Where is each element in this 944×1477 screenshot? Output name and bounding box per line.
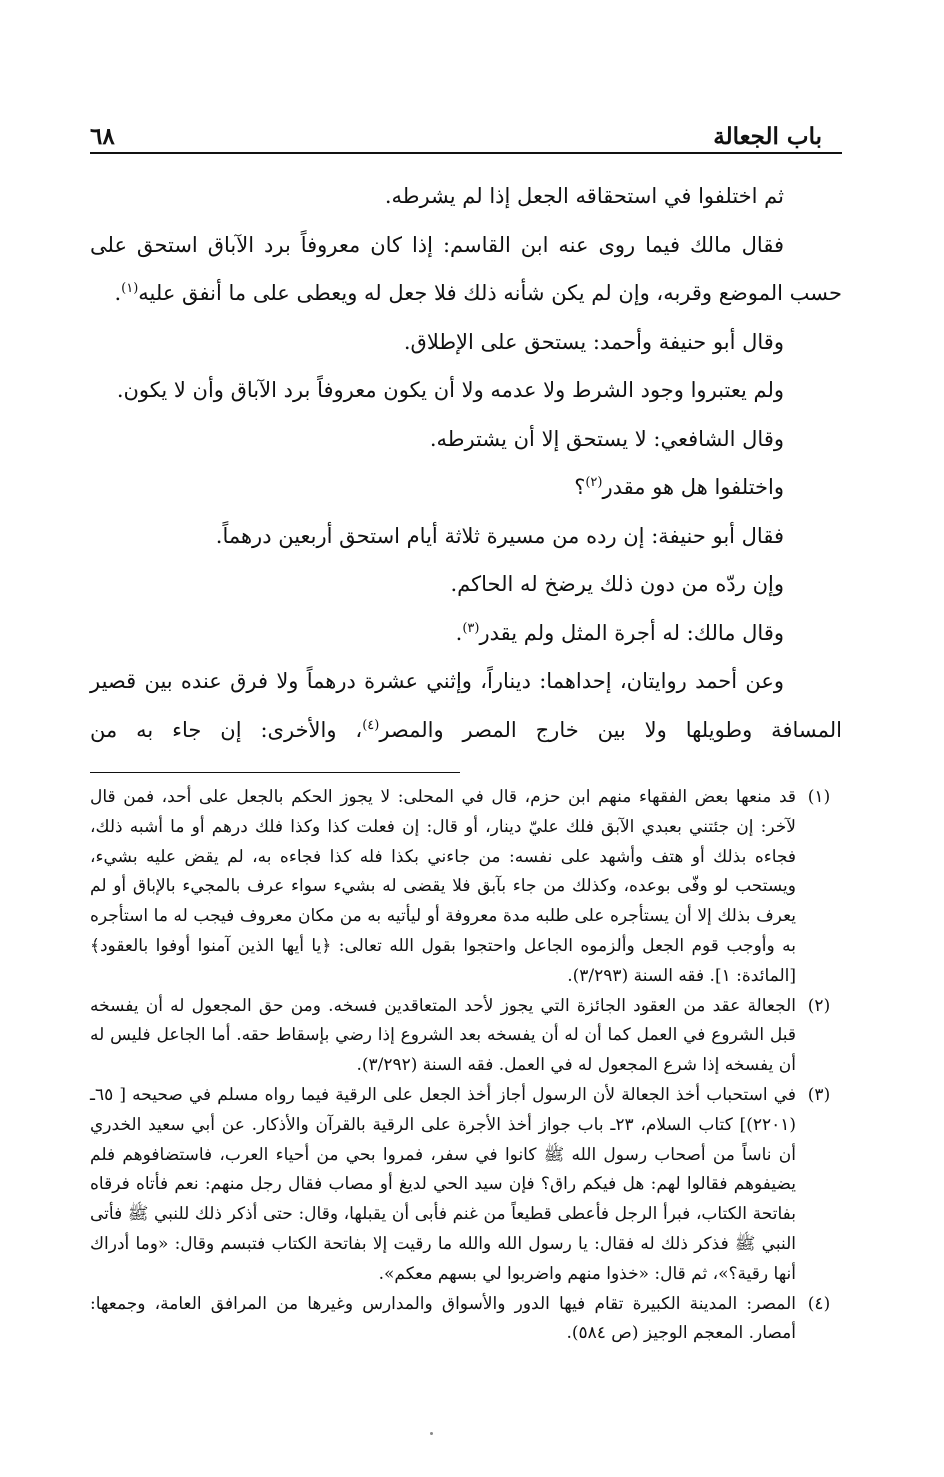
footnote-ref[interactable]: (٢) xyxy=(585,475,603,490)
paragraph: وإن ردّه من دون ذلك يرضخ له الحاكم. xyxy=(450,572,784,596)
footnote-number: (١) xyxy=(807,787,831,807)
footnotes xyxy=(90,783,842,1349)
chapter-title: باب الجعالة xyxy=(713,123,822,150)
footnote-ref[interactable]: (٣) xyxy=(462,620,480,636)
footnote xyxy=(90,783,842,992)
paragraph: وقال مالك: له أجرة المثل ولم يقدر$^{(٣)}$. xyxy=(455,620,784,645)
footnote-text: قد منعها بعض الفقهاء منهم ابن حزم، قال في المحلى: لا يجوز الحكم بالجعل على أحد، فمن قال لآخر: إن جئتني بعبدي الآبق فلك عليّ دينار، أو قال: إن فعلت كذا وكذا فلك درهم أو ما أشبه ذلك، فجاءه بذلك أو هتف وأشهد على نفسه: من جاءني بكذا فله كذا فجاءه به، لم يقض عليه بشيء، ويستحب لو وفّى بوعده، وكذلك من جاء بآبق فلا يقضى له بشيء سواء عرف بالمجيء بالإباق أو لم يعرف بذلك إلا أن يستأجره على طلبه مدة معروفة أو ليأتيه به من مكان معروف فيجب له ما استأجره به وأوجب قوم الجعل وألزموه الجاعل واحتجوا بقول الله تعالى: ﴿يا أيها الذين آمنوا أوفوا بالعقود﴾ [المائدة: ١]. فقه السنة (٣/٢٩٣). xyxy=(90,787,796,986)
scan-speck xyxy=(430,1432,433,1435)
paragraph: ثم اختلفوا في استحقاقه الجعل إذا لم يشرطه. xyxy=(384,184,784,208)
paragraph: وعن أحمد روايتان، إحداهما: ديناراً، وإثني عشرة درهماً ولا فرق عنده بين قصير المسافة وطويلها ولا بين خارج المصر والمصر$^{(٤)}$، والأخرى: إن جاء به من xyxy=(90,669,842,742)
main-text xyxy=(90,172,842,754)
page-number: ٦٨ xyxy=(90,123,115,150)
paragraph: وقال الشافعي: لا يستحق إلا أن يشترطه. xyxy=(429,426,784,451)
footnote-ref[interactable]: (١) xyxy=(121,281,139,296)
footnote-text: المصر: المدينة الكبيرة تقام فيها الدور والأسواق والمدارس وغيرها من المرافق العامة، وجمعها: أمصار. المعجم الوجيز (ص ٥٨٤). xyxy=(90,1293,796,1344)
footnote-ref[interactable]: (٤) xyxy=(362,717,380,733)
footnote-separator xyxy=(90,772,460,773)
footnote xyxy=(90,992,842,1081)
footnote xyxy=(90,1081,842,1290)
footnote-number: (٣) xyxy=(807,1084,831,1105)
footnote xyxy=(90,1290,842,1350)
paragraph: فقال مالك فيما روى عنه ابن القاسم: إذا كان معروفاً برد الآباق استحق على حسب الموضع وقربه، وإن لم يكن شأنه ذلك فلا جعل له ويعطى على ما أنفق عليه$^{(١)}$. xyxy=(90,232,842,305)
footnote-text: في استحباب أخذ الجعالة لأن الرسول أجاز أخذ الجعل على الرقية فيما رواه مسلم في صحيحه [ ٦٥ـ (٢٢٠١)] كتاب السلام، ٢٣ـ باب جواز أخذ الأجرة على الرقية بالقرآن والأذكار. عن أبي سعيد الخدري أن ناساً من أصحاب رسول الله ﷺ كانوا في سفر، فمروا بحي من أحياء العرب، فاستضافوهم فلم يضيفوهم فقالوا لهم: هل فيكم راق؟ فإن سيد الحي لديغ أو مصاب فقال رجل منهم: نعم فأتاه فرقاه بفاتحة الكتاب، فبرأ الرجل فأعطى قطيعاً من غنم فأبى أن يقبلها، وقال: حتى أذكر ذلك للنبي ﷺ فأتى النبي ﷺ فذكر ذلك له فقال: يا رسول الله والله ما رقيت إلا بفاتحة الكتاب فتبسم وقال: «وما أدراك أنها رقية؟»، ثم قال: «خذوا منهم واضربوا لي بسهم معكم». xyxy=(90,1084,796,1284)
running-header xyxy=(90,118,842,154)
paragraph: واختلفوا هل هو مقدر$^{(٢)}$؟ xyxy=(574,475,784,499)
footnote-text: الجعالة عقد من العقود الجائزة التي يجوز لأحد المتعاقدين فسخه. ومن حق المجعول له أن يفسخه قبل الشروع في العمل كما أن له أن يفسخه بعد الشروع إذا رضي بإسقاط حقه. أما الجاعل فليس له أن يفسخه إذا شرع المجعول له في العمل. فقه السنة (٣/٢٩٢). xyxy=(90,995,796,1076)
paragraph: ولم يعتبروا وجود الشرط ولا عدمه ولا أن يكون معروفاً برد الآباق وأن لا يكون. xyxy=(116,378,784,402)
book-page xyxy=(90,118,842,1349)
paragraph: فقال أبو حنيفة: إن رده من مسيرة ثلاثة أيام استحق أربعين درهماً. xyxy=(215,523,784,548)
footnote-number: (٢) xyxy=(807,995,831,1016)
footnote-number: (٤) xyxy=(807,1293,831,1314)
paragraph: وقال أبو حنيفة وأحمد: يستحق على الإطلاق. xyxy=(403,329,784,354)
